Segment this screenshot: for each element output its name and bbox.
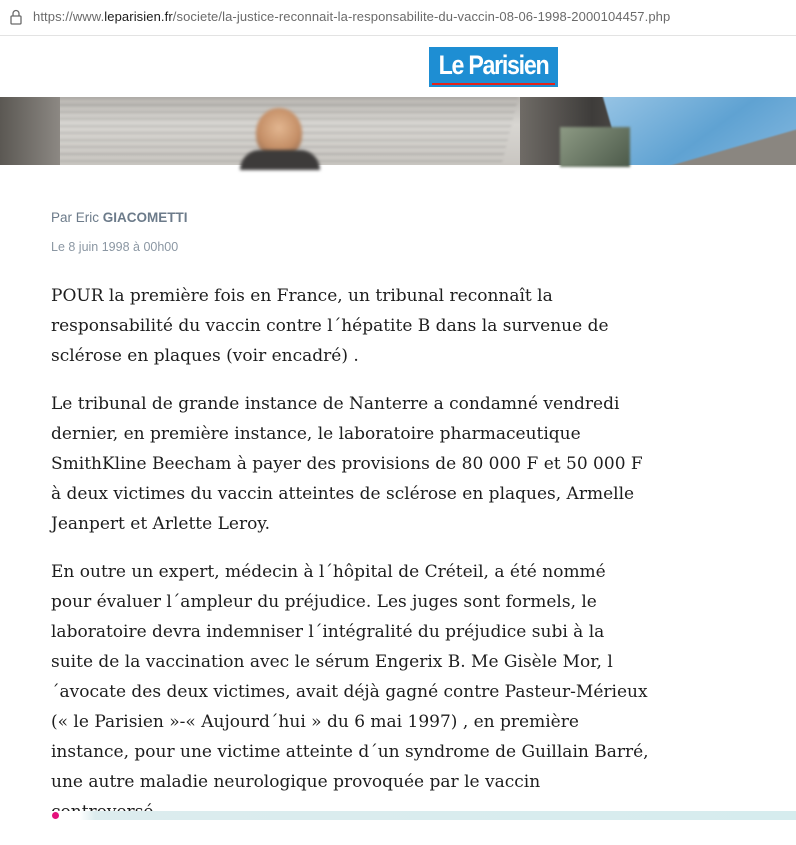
hero-photo-corner xyxy=(560,127,630,167)
article-body xyxy=(51,281,651,845)
article-date: Le 8 juin 1998 à 00h00 xyxy=(51,240,179,254)
hero-portrait-shoulders xyxy=(240,150,320,170)
logo-text: Le Parisien xyxy=(438,50,549,80)
byline-prefix: Par Eric xyxy=(51,210,103,225)
article-paragraph: POUR la première fois en France, un tribunal reconnaît la responsabilité du vaccin contre l´hépatite B dans la survenue de sclérose en plaques (voir encadré) . xyxy=(51,286,609,366)
footer-notification-dot[interactable] xyxy=(52,812,59,819)
logo-underline xyxy=(432,83,555,85)
le-parisien-logo[interactable] xyxy=(429,47,558,87)
article-paragraph: En outre un expert, médecin à l´hôpital de Créteil, a été nommé pour évaluer l´ampleur du préjudice. Les juges sont formels, le laboratoire devra indemniser l´intégralité du préjudice subi à la suite de la vaccination avec le sérum Engerix B. Me Gisèle Mor, l´avocate des deux victimes, avait déjà gagné contre Pasteur-Mérieux (« le Parisien »-« Aujourd´hui » du 6 mai 1997) , en première instance, pour une victime atteinte d´un syndrome de Guillain Barré, une autre maladie neurologique provoquée par le vaccin xyxy=(51,562,649,792)
hero-dark-edge xyxy=(0,97,60,165)
site-header xyxy=(0,36,796,97)
url-path: /societe/la-justice-reconnait-la-responsabilite-du-vaccin-08-06-1998-2000104457.php xyxy=(172,9,671,24)
url-text[interactable] xyxy=(33,9,670,24)
browser-address-bar[interactable] xyxy=(0,0,796,36)
hero-image xyxy=(0,97,796,165)
footer-banner-strip xyxy=(0,811,796,820)
article-paragraph: Le tribunal de grande instance de Nanterre a condamné vendredi dernier, en première instance, le laboratoire pharmaceutique SmithKline Beecham à payer des provisions de 80 000 F et 50 000 F à deux victimes du vaccin atteintes de sclérose en plaques, Armelle Jeanpert et Arlette Leroy. xyxy=(51,394,643,534)
url-prefix: https://www. xyxy=(33,9,105,24)
byline-author[interactable]: GIACOMETTI xyxy=(102,210,188,225)
url-domain: leparisien.fr xyxy=(104,9,173,24)
article-byline xyxy=(51,210,188,225)
lock-icon xyxy=(9,9,23,25)
